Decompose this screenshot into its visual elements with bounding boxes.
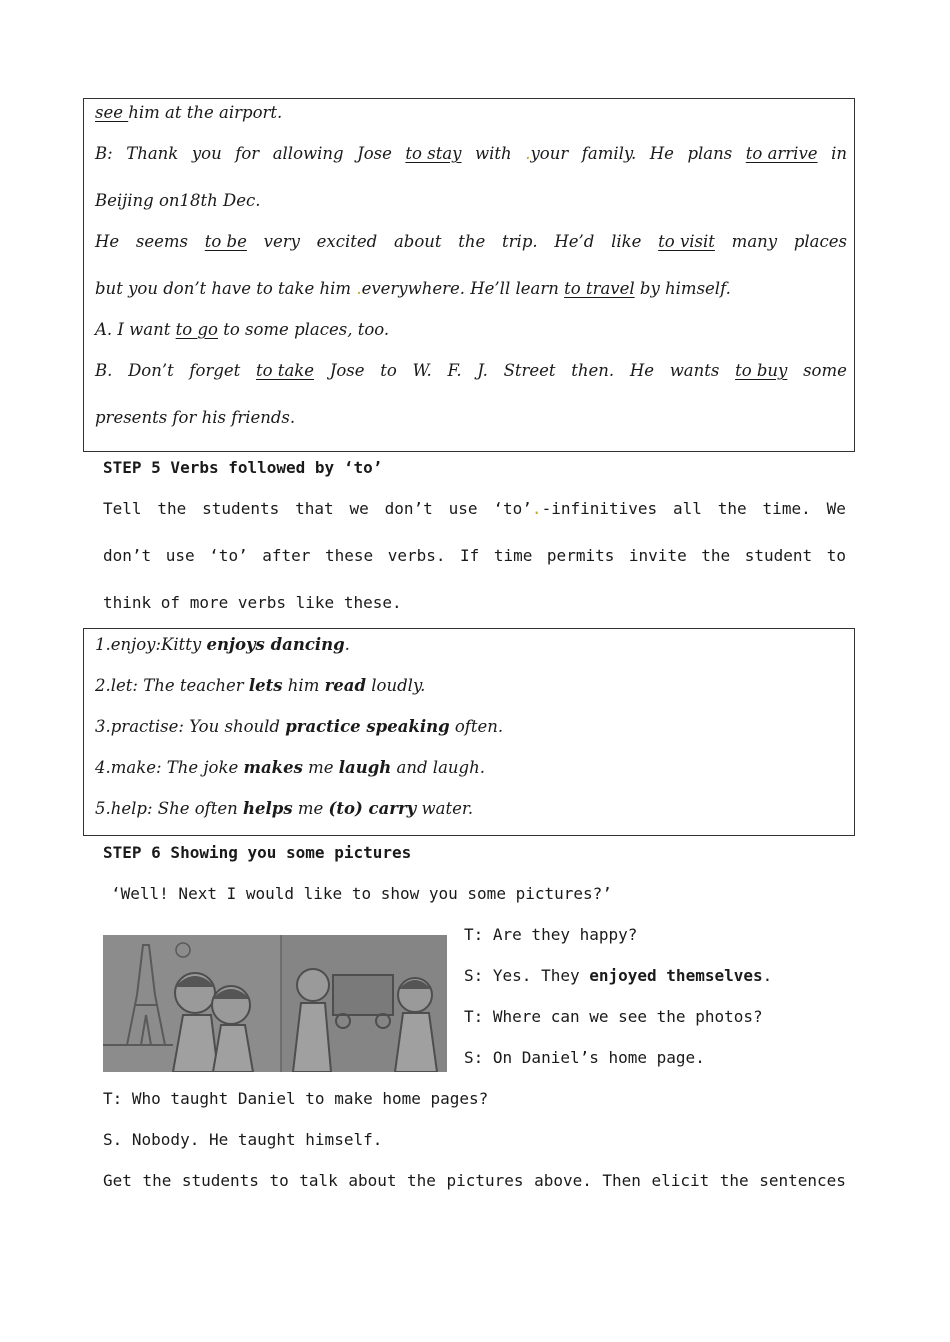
step5-heading: STEP 5 Verbs followed by ‘to’ [103,458,383,477]
box1-line-1: see him at the airport. [95,103,283,122]
box1-line-2: B: Thank you for allowing Jose to stay with .your family. He plans to arrive in [95,144,847,163]
dialogue-box [83,98,855,452]
box1-line-6: A. I want to go to some places, too. [95,320,390,339]
step6-heading: STEP 6 Showing you some pictures [103,843,412,862]
student-line-3: S. Nobody. He taught himself. [103,1130,383,1149]
example-item-1: 1.enjoy:Kitty enjoys dancing. [95,635,350,654]
box1-line-8: presents for his friends. [95,408,296,427]
examples-box [83,628,855,836]
step5-paragraph-line-2: don’t use ‘to’ after these verbs. If time permits invite the student to [103,546,846,565]
example-item-5: 5.help: She often helps me (to) carry water. [95,799,474,818]
teacher-line-2: T: Where can we see the photos? [464,1007,763,1026]
teacher-line-1: T: Are they happy? [464,925,638,944]
student-line-1: S: Yes. They enjoyed themselves. [464,966,773,985]
step5-paragraph-line-3: think of more verbs like these. [103,593,402,612]
box1-line-3: Beijing on18th Dec. [95,191,261,210]
example-item-2: 2.let: The teacher lets him read loudly. [95,676,426,695]
cartoon-picture [103,935,447,1072]
box1-line-7: B. Don’t forget to take Jose to W. F. J. Street then. He wants to buy some [95,361,847,380]
student-line-2: S: On Daniel’s home page. [464,1048,705,1067]
step6-intro: ‘Well! Next I would like to show you some pictures?’ [111,884,612,903]
mark-dot: . [525,144,531,163]
cartoon-illustration [103,935,447,1072]
mark-dot: . [531,499,542,518]
box1-line-4: He seems to be very excited about the trip. He’d like to visit many places [95,232,847,251]
teacher-line-3: T: Who taught Daniel to make home pages? [103,1089,489,1108]
mark-dot: . [356,279,362,298]
step5-paragraph-line-1: Tell the students that we don’t use ‘to’.-infinitives all the time. We [103,499,846,518]
example-item-4: 4.make: The joke makes me laugh and laugh. [95,758,485,777]
step6-instruction: Get the students to talk about the pictures above. Then elicit the sentences [103,1171,846,1190]
example-item-3: 3.practise: You should practice speaking often. [95,717,504,736]
box1-line-5: but you don’t have to take him .everywhere. He’ll learn to travel by himself. [95,279,731,298]
